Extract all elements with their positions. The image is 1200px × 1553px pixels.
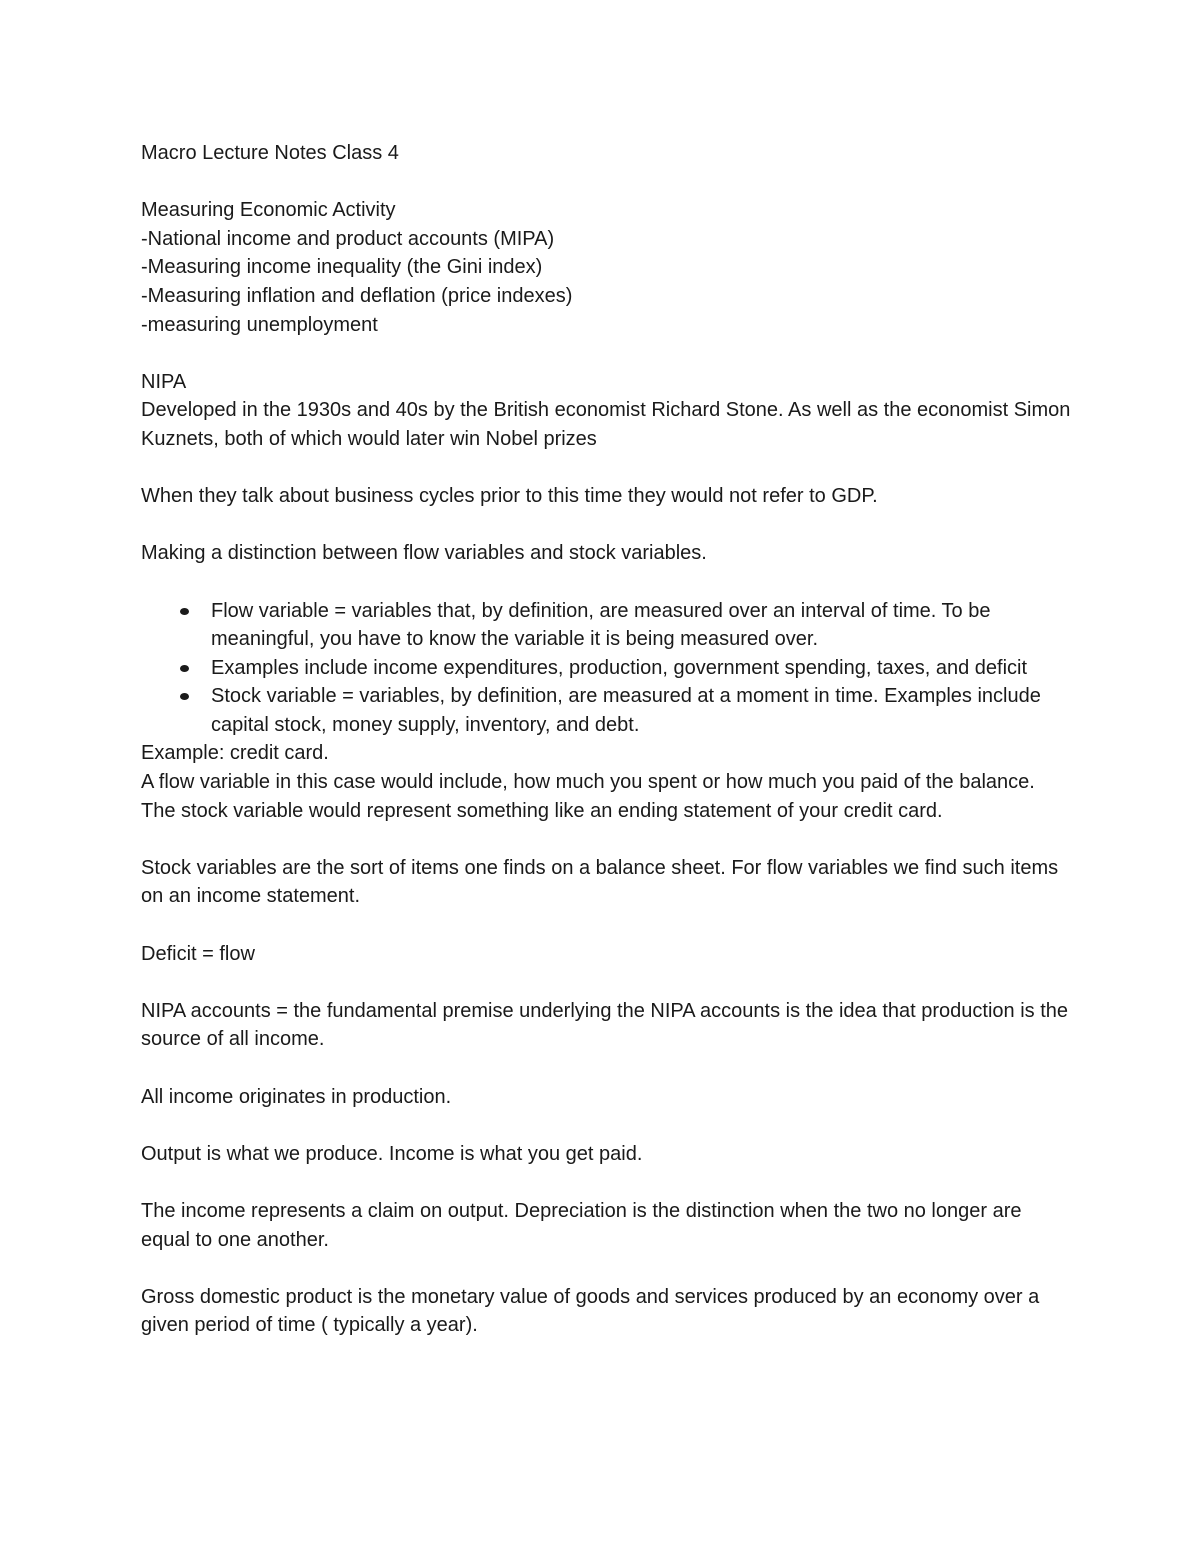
deficit-line: Deficit = flow (141, 942, 255, 965)
nipa-paragraph: Developed in the 1930s and 40s by the British economist Richard Stone. As well as the economist Simon Kuznets, both of which would later win Nobel prizes (141, 399, 1076, 450)
bullet-item (141, 597, 1071, 654)
spacer (141, 968, 1071, 997)
example-paragraph: A flow variable in this case would include, how much you spent or how much you paid of the balance. The stock variable would represent something like an ending statement of your credit card. (141, 771, 1041, 822)
spacer (141, 1054, 1071, 1083)
spacer (141, 1254, 1071, 1283)
bullet-dot-icon (180, 665, 189, 672)
list-item: -Measuring inflation and deflation (price indexes) (141, 284, 573, 307)
spacer (141, 511, 1071, 540)
bullet-list (141, 597, 1071, 740)
list-item: -National income and product accounts (MIPA) (141, 227, 555, 250)
business-cycles-paragraph: When they talk about business cycles prior to this time they would not refer to GDP. (141, 485, 878, 508)
list-item: -Measuring income inequality (the Gini index) (141, 256, 543, 279)
claim-output-paragraph: The income represents a claim on output. Depreciation is the distinction when the two no longer are equal to one another. (141, 1199, 1028, 1251)
section-heading: Measuring Economic Activity (141, 199, 396, 222)
bullet-item (141, 682, 1071, 739)
balance-sheet-paragraph: Stock variables are the sort of items one finds on a balance sheet. For flow variables we find such items on an income statement. (141, 856, 1064, 908)
gdp-paragraph: Gross domestic product is the monetary value of goods and services produced by an economy over a given period of time ( typically a year). (141, 1285, 1045, 1337)
nipa-accounts-paragraph: NIPA accounts = the fundamental premise underlying the NIPA accounts is the idea that production is the source of all income. (141, 999, 1074, 1051)
document-body (141, 139, 1076, 1340)
spacer (141, 1168, 1071, 1197)
spacer (141, 1111, 1071, 1140)
example-label: Example: credit card. (141, 742, 329, 765)
list-item: -measuring unemployment (141, 313, 378, 336)
output-income-line: Output is what we produce. Income is what you get paid. (141, 1142, 643, 1165)
income-origin-line: All income originates in production. (141, 1085, 452, 1108)
bullet-dot-icon (180, 693, 189, 700)
spacer (141, 339, 1071, 368)
spacer (141, 568, 1071, 597)
document-title: Macro Lecture Notes Class 4 (141, 142, 399, 164)
spacer (141, 825, 1071, 854)
distinction-paragraph: Making a distinction between flow variables and stock variables. (141, 542, 707, 565)
bullet-text: Stock variable = variables, by definition, are measured at a moment in time. Examples include capital stock, money supply, inventory, and debt. (211, 685, 1041, 736)
spacer (141, 911, 1071, 940)
bullet-dot-icon (180, 608, 189, 615)
nipa-heading: NIPA (141, 370, 187, 393)
spacer (141, 168, 1071, 197)
bullet-item (141, 654, 1071, 683)
bullet-text: Examples include income expenditures, production, government spending, taxes, and deficit (211, 656, 1028, 679)
spacer (141, 454, 1071, 483)
bullet-text: Flow variable = variables that, by definition, are measured over an interval of time. To be meaningful, you have to know the variable it is being measured over. (211, 599, 991, 651)
